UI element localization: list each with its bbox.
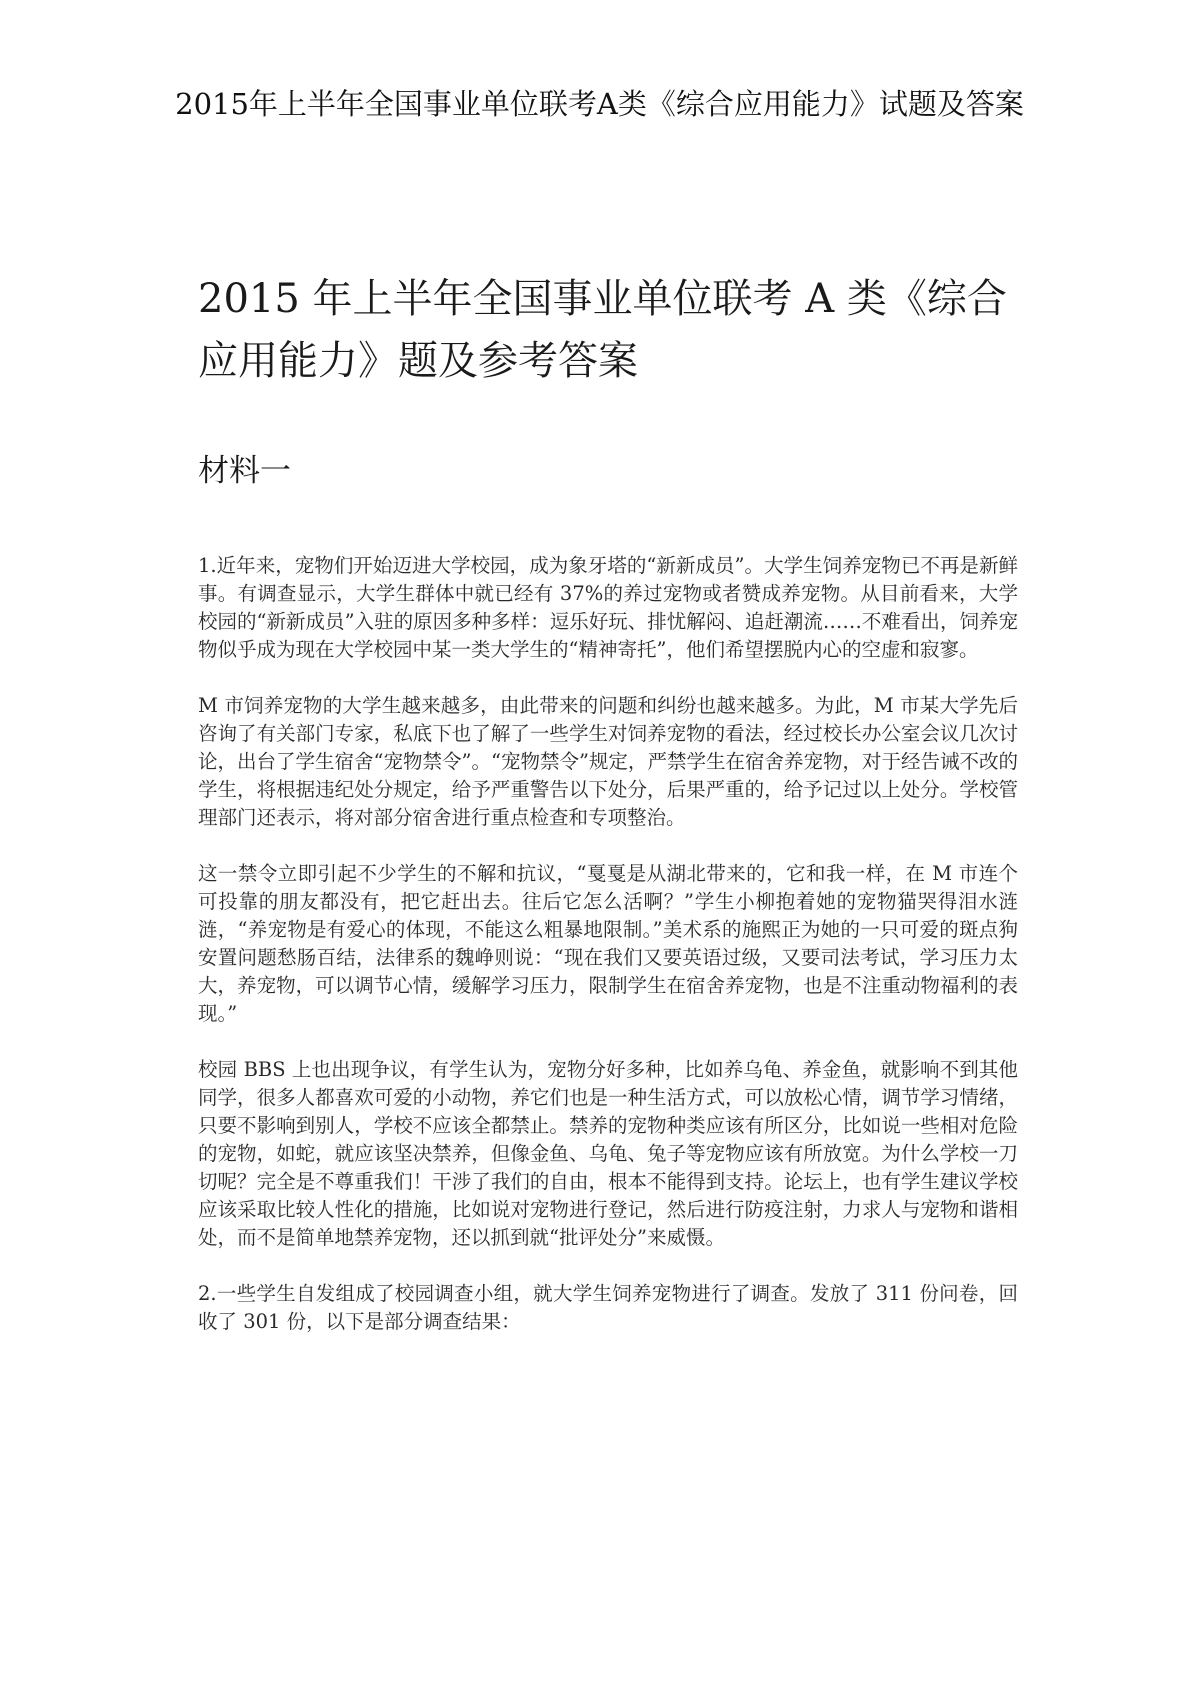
paragraph: 1.近年来，宠物们开始迈进大学校园，成为象牙塔的“新新成员”。大学生饲养宠物已不再是新鲜事。有调查显示，大学生群体中就已经有 37%的养过宠物或者赞成养宠物。从目前看来，大学校园的“新新成员”入驻的原因多种多样：逗乐好玩、排忧解闷、追赶潮流……不难看出，饲养宠物似乎成为现在大学校园中某一类大学生的“精神寄托”，他们希望摆脱内心的空虚和寂寥。 <box>198 554 1018 661</box>
page-header-title: 2015年上半年全国事业单位联考A类《综合应用能力》试题及答案 <box>175 87 1024 121</box>
document-title: 2015 年上半年全国事业单位联考 A 类《综合应用能力》题及参考答案 <box>198 276 1007 384</box>
paragraph: 这一禁令立即引起不少学生的不解和抗议，“戛戛是从湖北带来的，它和我一样，在 M 市连个可投靠的朋友都没有，把它赶出去。往后它怎么活啊？”学生小柳抱着她的宠物猫哭得泪水涟涟，“养宠物是有爱心的体现，不能这么粗暴地限制。”美术系的施熙正为她的一只可爱的斑点狗安置问题愁肠百结，法律系的魏峥则说：“现在我们又要英语过级，又要司法考试，学习压力太大，养宠物，可以调节心情，缓解学习压力，限制学生在宿舍养宠物，也是不注重动物福利的表现。” <box>198 862 1018 1025</box>
paragraph: M 市饲养宠物的大学生越来越多，由此带来的问题和纠纷也越来越多。为此，M 市某大学先后咨询了有关部门专家，私底下也了解了一些学生对饲养宠物的看法，经过校长办公室会议几次讨论，出台了学生宿舍“宠物禁令”。“宠物禁令”规定，严禁学生在宿舍养宠物，对于经告诫不改的学生，将根据违纪处分规定，给予严重警告以下处分，后果严重的，给予记过以上处分。学校管理部门还表示，将对部分宿舍进行重点检查和专项整治。 <box>198 694 1018 829</box>
document-body <box>198 552 1018 1364</box>
paragraph: 校园 BBS 上也出现争议，有学生认为，宠物分好多种，比如养乌龟、养金鱼，就影响不到其他同学，很多人都喜欢可爱的小动物，养它们也是一种生活方式，可以放松心情，调节学习情绪，只要不影响到别人，学校不应该全都禁止。禁养的宠物种类应该有所区分，比如说一些相对危险的宠物，如蛇，就应该坚决禁养，但像金鱼、乌龟、兔子等宠物应该有所放宽。为什么学校一刀切呢？完全是不尊重我们！干涉了我们的自由，根本不能得到支持。论坛上，也有学生建议学校应该采取比较人性化的措施，比如说对宠物进行登记，然后进行防疫注射，力求人与宠物和谐相处，而不是简单地禁养宠物，还以抓到就“批评处分”来威慑。 <box>198 1058 1018 1249</box>
paragraph: 2.一些学生自发组成了校园调查小组，就大学生饲养宠物进行了调查。发放了 311 份问卷，回收了 301 份，以下是部分调查结果： <box>198 1282 1018 1333</box>
section-heading: 材料一 <box>198 453 291 489</box>
